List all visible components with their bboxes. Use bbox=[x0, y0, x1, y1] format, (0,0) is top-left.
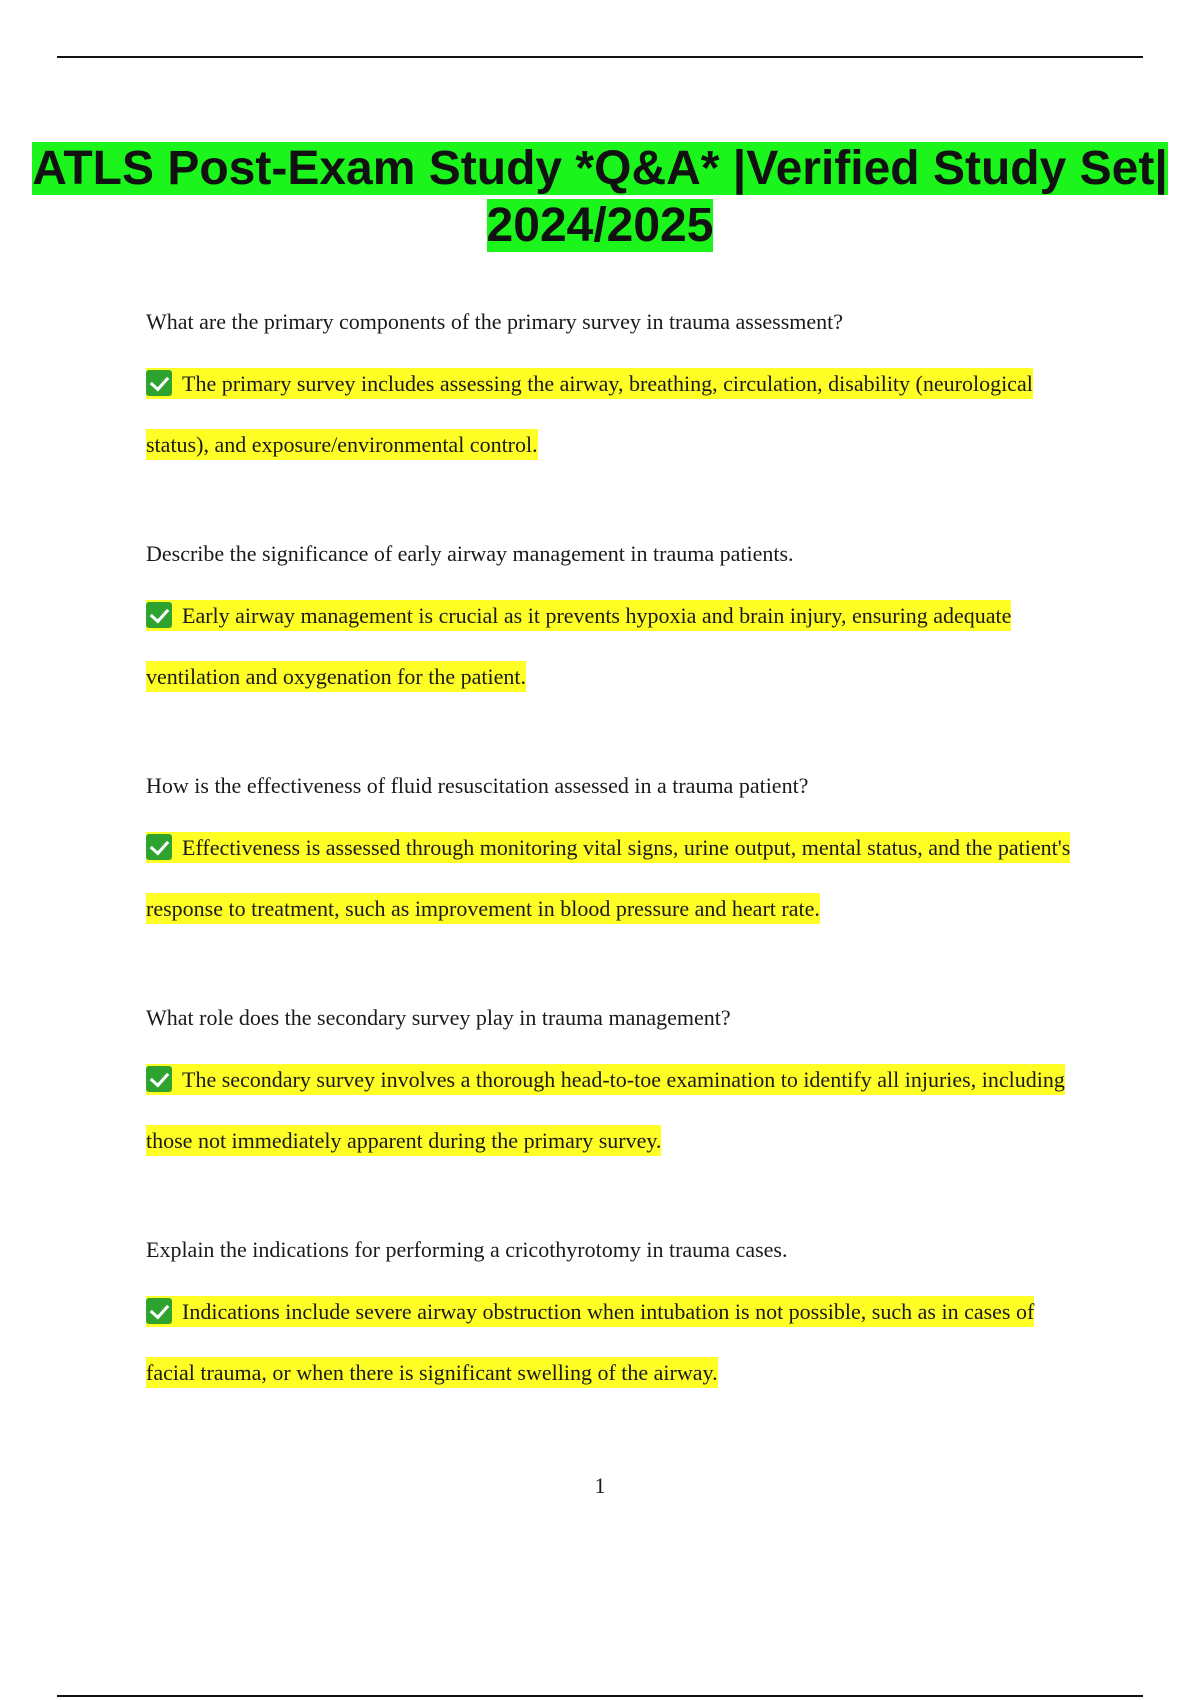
answer-text: Indications include severe airway obstruction when intubation is not possible, such as in cases of facial trauma, or when there is significant swelling of the airway. bbox=[146, 1299, 1035, 1385]
qa-item bbox=[146, 307, 1086, 539]
title-block bbox=[0, 140, 1200, 254]
check-mark-icon bbox=[146, 370, 172, 396]
qa-item bbox=[146, 771, 1086, 1003]
qa-list bbox=[146, 307, 1086, 1467]
qa-item bbox=[146, 539, 1086, 771]
answer-block bbox=[146, 585, 1086, 707]
answer-text: Early airway management is crucial as it prevents hypoxia and brain injury, ensuring adequate ventilation and oxygenation for the patient. bbox=[146, 603, 1012, 689]
document-title: ATLS Post-Exam Study *Q&A* |Verified Study Set| 2024/2025 bbox=[32, 142, 1168, 252]
qa-item bbox=[146, 1003, 1086, 1235]
footer-rule bbox=[57, 1695, 1143, 1697]
answer-text: The secondary survey involves a thorough head-to-toe examination to identify all injuries, including those not immediately apparent during the primary survey. bbox=[146, 1067, 1065, 1153]
answer-block bbox=[146, 817, 1086, 939]
answer-block bbox=[146, 353, 1086, 475]
check-mark-icon bbox=[146, 1066, 172, 1092]
answer-text: The primary survey includes assessing the airway, breathing, circulation, disability (neurological status), and exposure/environmental control. bbox=[146, 371, 1033, 457]
answer-highlight bbox=[146, 832, 1070, 924]
header-rule bbox=[57, 56, 1143, 58]
question-text: What are the primary components of the primary survey in trauma assessment? bbox=[146, 309, 844, 334]
page-number: 1 bbox=[594, 1473, 606, 1498]
check-mark-icon bbox=[146, 602, 172, 628]
check-mark-icon bbox=[146, 834, 172, 860]
answer-highlight bbox=[146, 600, 1011, 692]
answer-highlight bbox=[146, 368, 1033, 460]
question-text: Describe the significance of early airway management in trauma patients. bbox=[146, 541, 794, 566]
qa-item bbox=[146, 1235, 1086, 1467]
answer-block bbox=[146, 1049, 1086, 1171]
question-text: How is the effectiveness of fluid resuscitation assessed in a trauma patient? bbox=[146, 773, 809, 798]
answer-text: Effectiveness is assessed through monitoring vital signs, urine output, mental status, and the patient's response to treatment, such as improvement in blood pressure and heart rate. bbox=[146, 835, 1071, 921]
answer-highlight bbox=[146, 1296, 1034, 1388]
answer-highlight bbox=[146, 1064, 1065, 1156]
question-text: What role does the secondary survey play in trauma management? bbox=[146, 1005, 731, 1030]
question-text: Explain the indications for performing a cricothyrotomy in trauma cases. bbox=[146, 1237, 788, 1262]
answer-block bbox=[146, 1281, 1086, 1403]
check-mark-icon bbox=[146, 1298, 172, 1324]
